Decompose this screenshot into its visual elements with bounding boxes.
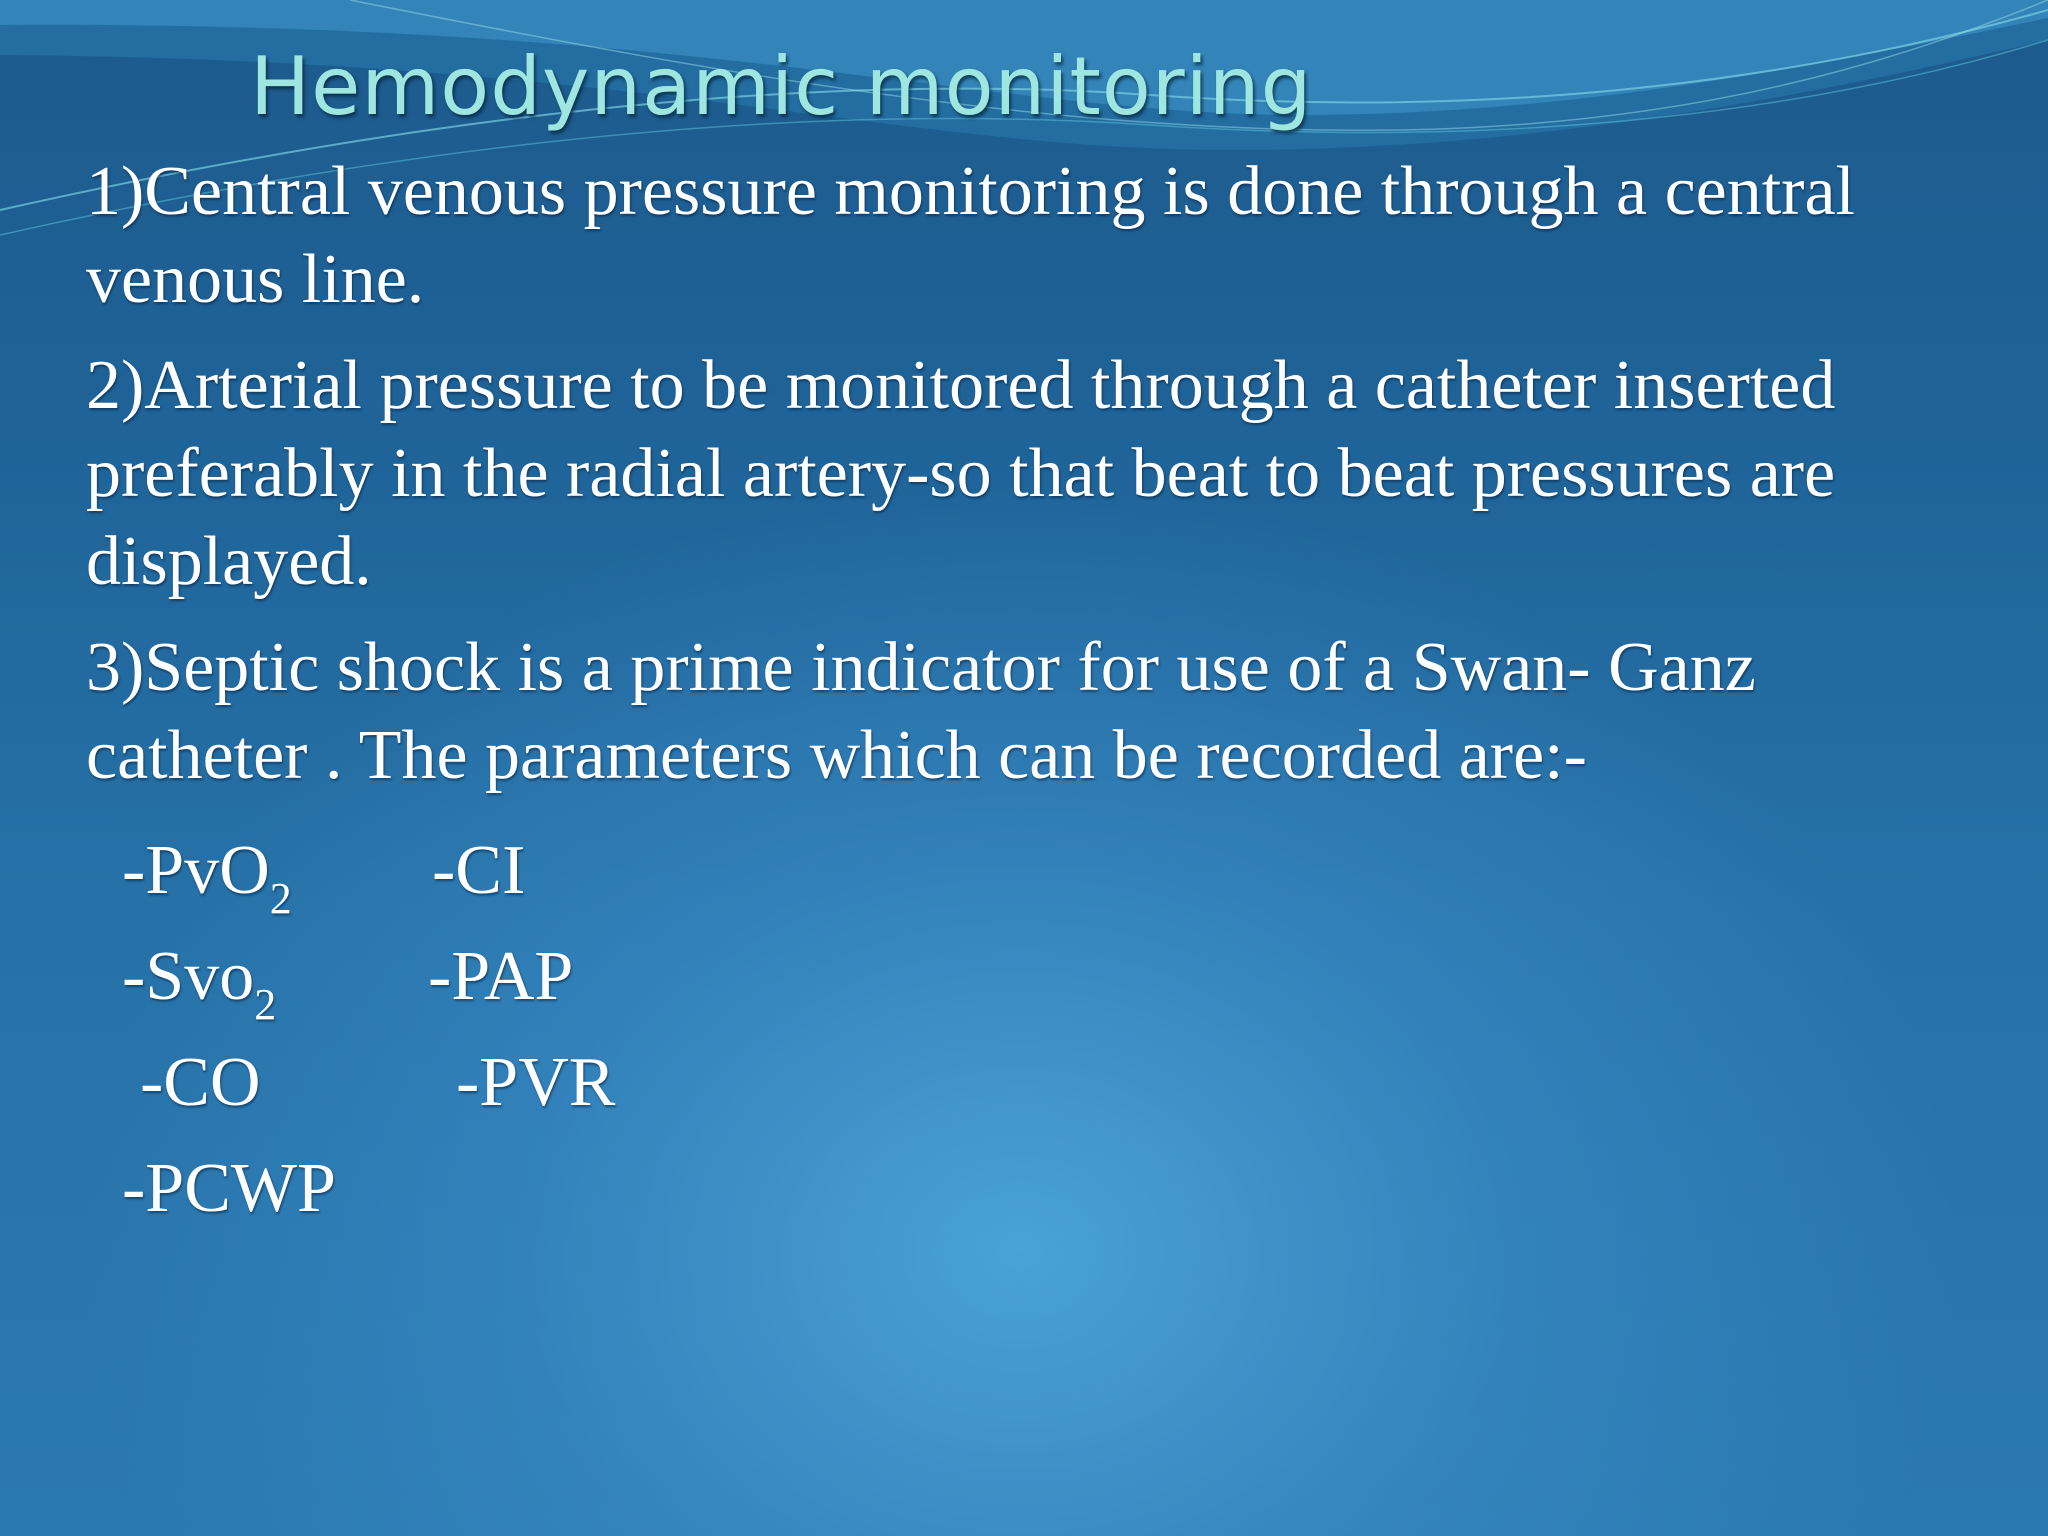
param-svo2-subscript: 2 (254, 980, 277, 1029)
param-svo2-text: -Svo (122, 938, 255, 1015)
param-row-1 (86, 818, 1986, 924)
point-arterial-pressure: 2)Arterial pressure to be monitored through a catheter inserted preferably in the radial artery-so that beat to beat pressures are displayed. (86, 347, 1836, 600)
param-pcwp: -PCWP (122, 1150, 336, 1227)
point-central-venous: 1)Central venous pressure monitoring is done through a central venous line. (86, 153, 1856, 318)
slide-body (86, 148, 1986, 1242)
param-pvo2-subscript: 2 (269, 874, 292, 923)
slide-title: Hemodynamic monitoring (250, 40, 1313, 133)
point-septic-shock: 3)Septic shock is a prime indicator for use of a Swan- Ganz catheter . The parameters which can be recorded are:- (86, 629, 1756, 794)
param-pvo2 (122, 818, 292, 932)
param-pvo2-text: -PvO (122, 832, 270, 909)
param-svo2 (122, 924, 276, 1038)
param-row-3 (86, 1030, 1986, 1136)
param-row-2 (86, 924, 1986, 1030)
param-ci: -CI (432, 832, 526, 909)
param-pap: -PAP (428, 938, 574, 1015)
param-pvr: -PVR (456, 1044, 616, 1121)
param-row-4 (86, 1136, 1986, 1242)
param-co: -CO (140, 1044, 261, 1121)
